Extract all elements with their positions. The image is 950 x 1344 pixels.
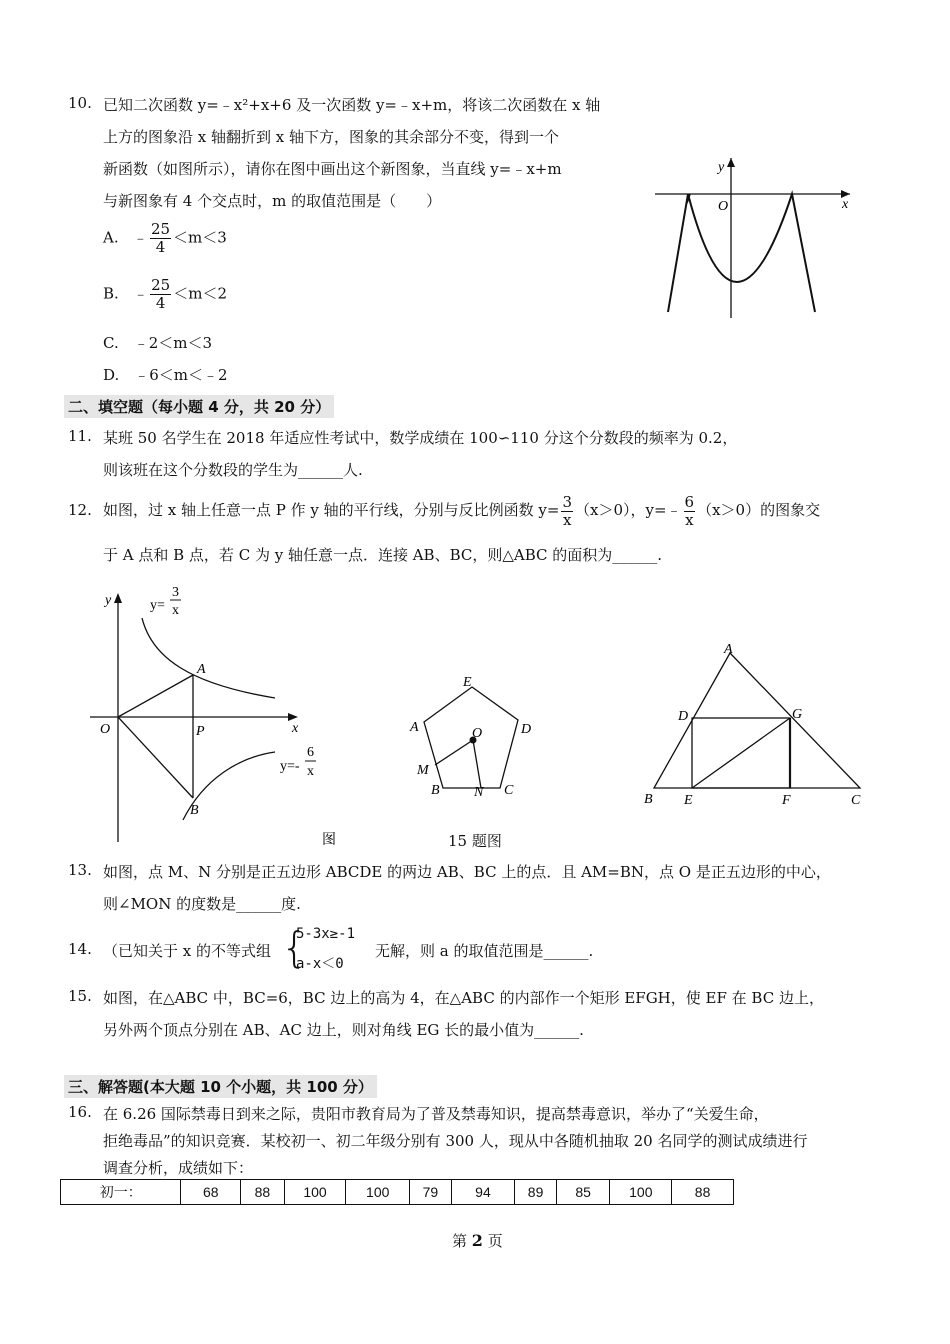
table-row: [61, 1180, 734, 1205]
y-axis-arrow: [114, 593, 122, 603]
q13-line1: 如图，点 M、N 分别是正五边形 ABCDE 的两边 AB、BC 上的点．且 AM=BN，点 O 是正五边形的中心，: [103, 863, 831, 881]
table-cell: 68: [181, 1180, 241, 1205]
q12-number: 12.: [68, 501, 92, 519]
q13-line2: 则∠MON 的度数是______度.: [103, 895, 301, 913]
table-cell: 88: [241, 1180, 285, 1205]
q12-line2: 于 A 点和 B 点，若 C 为 y 轴任意一点．连接 AB、BC，则△ABC 的面积为______.: [103, 546, 663, 564]
q10-figure: [650, 150, 860, 320]
d-label: D: [678, 709, 689, 724]
page-footer: 第 2 页: [452, 1231, 503, 1250]
a-label: A: [724, 642, 733, 657]
brace: {: [281, 923, 308, 972]
f2-prefix: y=-: [280, 759, 300, 774]
q13-number: 13.: [68, 861, 92, 879]
q12-figure: [80, 580, 340, 850]
q10-line4: 与新图象有 4 个交点时，m 的取值范围是（ ）: [103, 192, 442, 210]
inequality-2: a-x＜0: [296, 956, 344, 972]
o-label: O: [472, 726, 483, 741]
q11-line2: 则该班在这个分数段的学生为______人.: [103, 461, 363, 479]
m-label: M: [417, 763, 429, 778]
q15-number: 15.: [68, 987, 92, 1005]
b-label: B: [644, 792, 653, 807]
table-cell: 94: [451, 1180, 515, 1205]
q11-number: 11.: [68, 427, 92, 445]
x-label: x: [292, 721, 299, 736]
fraction: $\frac{6}{x}$: [684, 492, 695, 529]
table-cell: 79: [410, 1180, 451, 1205]
diagonal-eg: [692, 718, 790, 788]
fraction: $\frac{25}{4}$: [151, 276, 171, 312]
q10-option-a: A. ﹣ $\frac{25}{4}$ ＜m＜3: [103, 220, 227, 256]
curve-3-over-x: [142, 618, 275, 698]
f1-denominator: x: [172, 603, 179, 618]
page-number: 2: [471, 1231, 483, 1250]
figure-caption: 图: [322, 833, 336, 848]
q10-option-d: D. ﹣6＜m＜﹣2: [103, 366, 228, 384]
origin-label: O: [100, 722, 111, 737]
a-label: A: [197, 662, 206, 677]
f1-prefix: y=: [150, 598, 165, 613]
g-label: G: [792, 707, 803, 722]
a-label: A: [410, 720, 419, 735]
e-label: E: [463, 675, 472, 690]
f2-numerator: 6: [307, 745, 314, 760]
b-label: B: [190, 803, 199, 818]
table-cell: 100: [346, 1180, 410, 1205]
x-label: x: [842, 197, 849, 212]
y-label: y: [718, 160, 725, 175]
table-cell: 100: [610, 1180, 672, 1205]
q16-line2: 拒绝毒品”的知识竞赛．某校初一、初二年级分别有 300 人，现从中各随机抽取 20 名同学的测试成绩进行: [103, 1132, 808, 1150]
table-row-label: 初一：: [61, 1180, 181, 1205]
q10-option-c: C. ﹣2＜m＜3: [103, 334, 213, 352]
fraction: $\frac{3}{x}$: [562, 492, 572, 529]
f-label: F: [782, 793, 791, 808]
segment-ca: [118, 675, 193, 717]
n-label: N: [474, 785, 484, 800]
section-2-heading: 二、填空题（每小题 4 分，共 20 分）: [64, 395, 334, 418]
table-cell: 100: [284, 1180, 346, 1205]
b-label: B: [431, 783, 440, 798]
q16-line1: 在 6.26 国际禁毒日到来之际，贵阳市教育局为了普及禁毒知识，提高禁毒意识，举办了“关爱生命，: [103, 1105, 769, 1123]
table-cell: 85: [556, 1180, 610, 1205]
q15-line2: 另外两个顶点分别在 AB、AC 边上，则对角线 EG 长的最小值为______.: [103, 1021, 584, 1039]
q11-line1: 某班 50 名学生在 2018 年适应性考试中，数学成绩在 100∽110 分这个分数段的频率为 0.2，: [103, 429, 738, 447]
y-axis-arrow: [727, 158, 735, 167]
c-label: C: [504, 783, 514, 798]
origin-label: O: [718, 199, 729, 214]
c-label: C: [851, 793, 861, 808]
d-label: D: [521, 722, 532, 737]
y-label: y: [105, 593, 112, 608]
q13-figure: [405, 670, 545, 810]
q10-line2: 上方的图象沿 x 轴翻折到 x 轴下方，图象的其余部分不变，得到一个: [103, 128, 559, 146]
q10-line3: 新函数（如图所示），请你在图中画出这个新图象，当直线 y=﹣x+m: [103, 160, 562, 178]
q16-line3: 调查分析，成绩如下：: [103, 1159, 254, 1177]
e-label: E: [684, 793, 693, 808]
f2-denominator: x: [307, 764, 314, 779]
p-label: P: [196, 724, 205, 739]
segment-on: [473, 740, 481, 788]
table-cell: 89: [515, 1180, 556, 1205]
q15-line1: 如图，在△ABC 中，BC=6，BC 边上的高为 4，在△ABC 的内部作一个矩形 EFGH，使 EF 在 BC 边上，: [103, 989, 824, 1007]
q10-line1: 已知二次函数 y=﹣x²+x+6 及一次函数 y=﹣x+m，将该二次函数在 x 轴: [103, 96, 601, 114]
q10-number: 10.: [68, 94, 92, 112]
q16-number: 16.: [68, 1103, 92, 1121]
segment-cb: [118, 717, 193, 798]
section-3-heading: 三、解答题(本大题 10 个小题，共 100 分）: [64, 1075, 377, 1098]
q12-line1: 如图，过 x 轴上任意一点 P 作 y 轴的平行线，分别与反比例函数 y= $\frac{3}{x}$ （x＞0），y=﹣ $\frac{6}{x}$ （x＞0）的图象交: [103, 492, 821, 529]
table-cell: 88: [672, 1180, 734, 1205]
figure-caption-15: 15 题图: [448, 832, 502, 850]
inequality-1: 5-3x≥-1: [296, 926, 356, 942]
f1-numerator: 3: [172, 585, 179, 600]
curve-lower: [668, 194, 815, 312]
fraction: $\frac{25}{4}$: [150, 220, 171, 256]
q15-figure: [640, 638, 870, 813]
x-axis-arrow: [288, 713, 298, 721]
q14-number: 14.: [68, 940, 92, 958]
q10-option-b: B. ﹣ $\frac{25}{4}$ ＜m＜2: [103, 276, 227, 312]
segment-om: [435, 740, 473, 765]
score-table: [60, 1179, 734, 1205]
